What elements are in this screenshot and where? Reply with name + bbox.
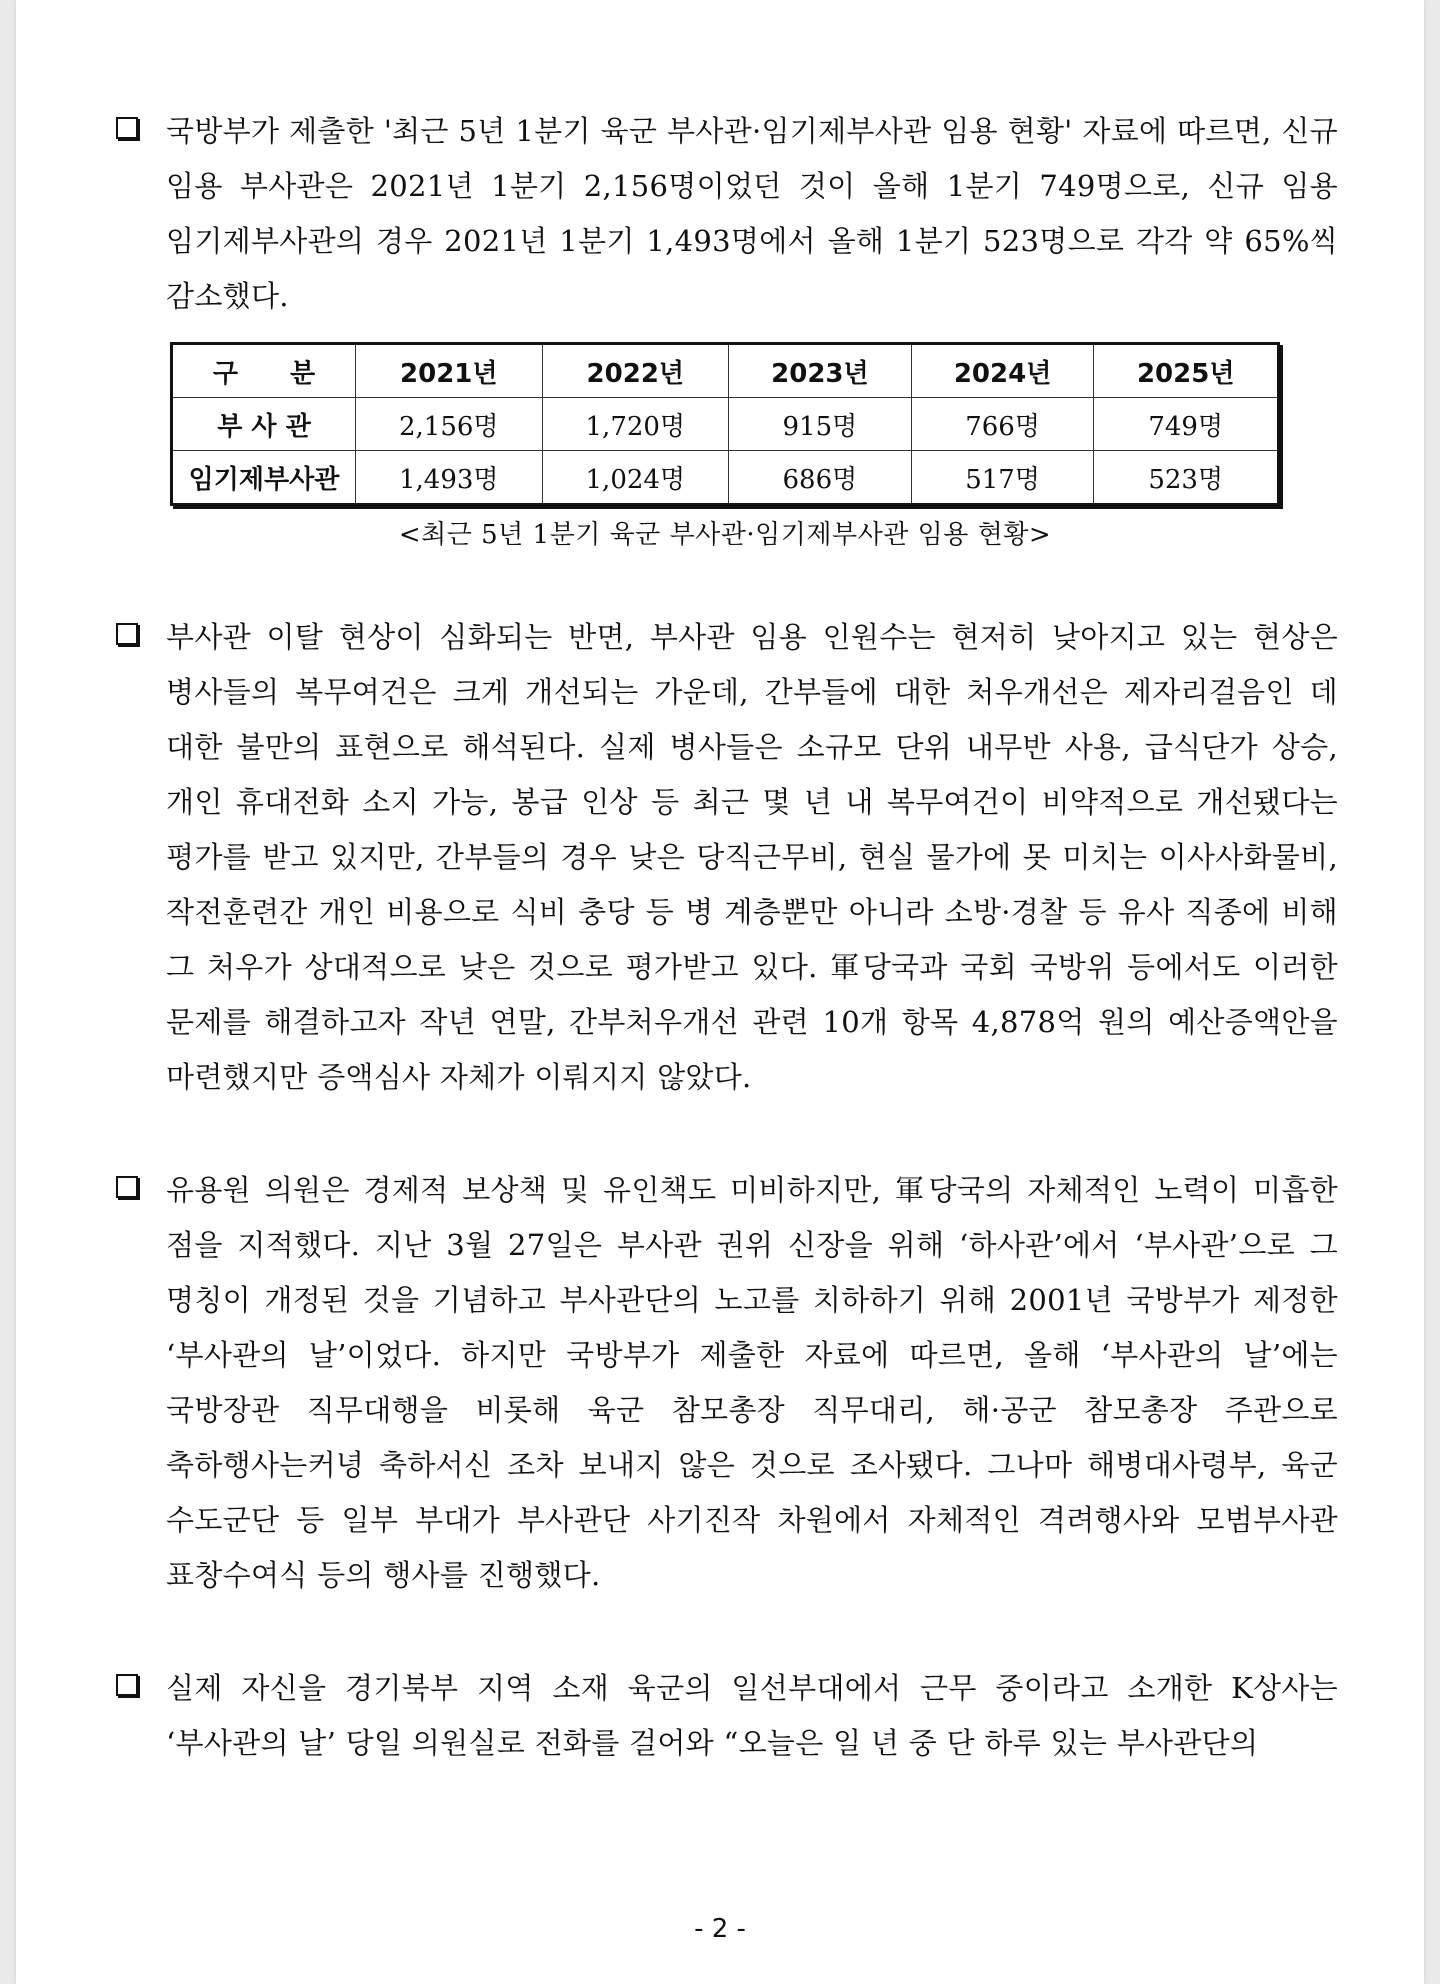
recruitment-table xyxy=(170,342,1280,506)
paragraph-2-text: 부사관 이탈 현상이 심화되는 반면, 부사관 임용 인원수는 현저히 낮아지고 있는 현상은 병사들의 복무여건은 크게 개선되는 가운데, 간부들에 대한 처우개선은 제자리걸음인 데 대한 불만의 표현으로 해석된다. 실제 병사들은 소규모 단위 내무반 사용, 급식단가 상승, 개인 휴대전화 소지 가능, 봉급 인상 등 최근 몇 년 내 복무여건이 비약적으로 개선됐다는 평가를 받고 있지만, 간부들의 경우 낮은 당직근무비, 현실 물가에 못 미치는 이사사화물비, 작전훈련간 개인 비용으로 식비 충당 등 병 계층뿐만 아니라 소방·경찰 등 유사 직종에 비해 그 처우가 상대적으로 낮은 것으로 평가받고 있다. 軍당국과 국회 국방위 등에서도 이러한 문제를 해결하고자 작년 연말, 간부처우개선 관련 10개 항목 4,878억 원의 예산증액안을 마련했지만 증액심사 자체가 이뤄지지 않았다. xyxy=(166,620,1338,1094)
paragraph-3-text: 유용원 의원은 경제적 보상책 및 유인책도 미비하지만, 軍당국의 자체적인 노력이 미흡한 점을 지적했다. 지난 3월 27일은 부사관 권위 신장을 위해 ‘하사관’에서 ‘부사관’으로 그 명칭이 개정된 것을 기념하고 부사관단의 노고를 치하하기 위해 2001년 국방부가 제정한 ‘부사관의 날’이었다. 하지만 국방부가 제출한 자료에 따르면, 올해 ‘부사관의 날’에는 국방장관 직무대행을 비롯해 육군 참모총장 직무대리, 해·공군 참모총장 주관으로 축하행사는커녕 축하서신 조차 보내지 않은 것으로 조사됐다. 그나마 해병대사령부, 육군 수도군단 등 일부 부대가 부사관단 사기진작 차원에서 자체적인 격려행사와 모범부사관 표창수여식 등의 행사를 진행했다. xyxy=(166,1173,1338,1592)
table-caption: <최근 5년 1분기 육군 부사관·임기제부사관 임용 현황> xyxy=(398,520,1052,550)
checkbox-bullet-icon xyxy=(116,1176,138,1198)
table-cell: 523명 xyxy=(1094,451,1279,505)
header-year-2025: 2025년 xyxy=(1094,344,1279,398)
table-cell: 2,156명 xyxy=(356,398,543,451)
row-label: 임기제부사관 xyxy=(172,451,356,505)
table-cell: 686명 xyxy=(729,451,912,505)
table-cell: 915명 xyxy=(729,398,912,451)
document-page xyxy=(16,0,1424,1984)
paragraph-4 xyxy=(116,1661,1338,1771)
table-row xyxy=(172,451,1279,505)
table-cell: 1,024명 xyxy=(542,451,729,505)
row-label: 부 사 관 xyxy=(172,398,356,451)
recruitment-table-wrap xyxy=(170,342,1280,552)
header-year-2021: 2021년 xyxy=(356,344,543,398)
document-content xyxy=(116,104,1338,1771)
header-year-2024: 2024년 xyxy=(911,344,1094,398)
header-category: 구 분 xyxy=(172,344,356,398)
paragraph-3 xyxy=(116,1163,1338,1603)
table-cell: 517명 xyxy=(911,451,1094,505)
table-header-row xyxy=(172,344,1279,398)
paragraph-4-text: 실제 자신을 경기북부 지역 소재 육군의 일선부대에서 근무 중이라고 소개한 K상사는 ‘부사관의 날’ 당일 의원실로 전화를 걸어와 “오늘은 일 년 중 단 하루 있는 부사관단의 xyxy=(166,1671,1338,1760)
table-cell: 766명 xyxy=(911,398,1094,451)
table-cell: 1,493명 xyxy=(356,451,543,505)
checkbox-bullet-icon xyxy=(116,1674,138,1696)
header-year-2023: 2023년 xyxy=(729,344,912,398)
table-row xyxy=(172,398,1279,451)
page-number: - 2 - xyxy=(694,1914,746,1944)
paragraph-1 xyxy=(116,104,1338,324)
checkbox-bullet-icon xyxy=(116,117,138,139)
table-cell: 1,720명 xyxy=(542,398,729,451)
paragraph-1-text: 국방부가 제출한 '최근 5년 1분기 육군 부사관·임기제부사관 임용 현황' 자료에 따르면, 신규 임용 부사관은 2021년 1분기 2,156명이었던 것이 올해 1분기 749명으로, 신규 임용 임기제부사관의 경우 2021년 1분기 1,493명에서 올해 1분기 523명으로 각각 약 65%씩 감소했다. xyxy=(166,114,1338,313)
table-cell: 749명 xyxy=(1094,398,1279,451)
header-year-2022: 2022년 xyxy=(542,344,729,398)
checkbox-bullet-icon xyxy=(116,623,138,645)
paragraph-2 xyxy=(116,610,1338,1105)
